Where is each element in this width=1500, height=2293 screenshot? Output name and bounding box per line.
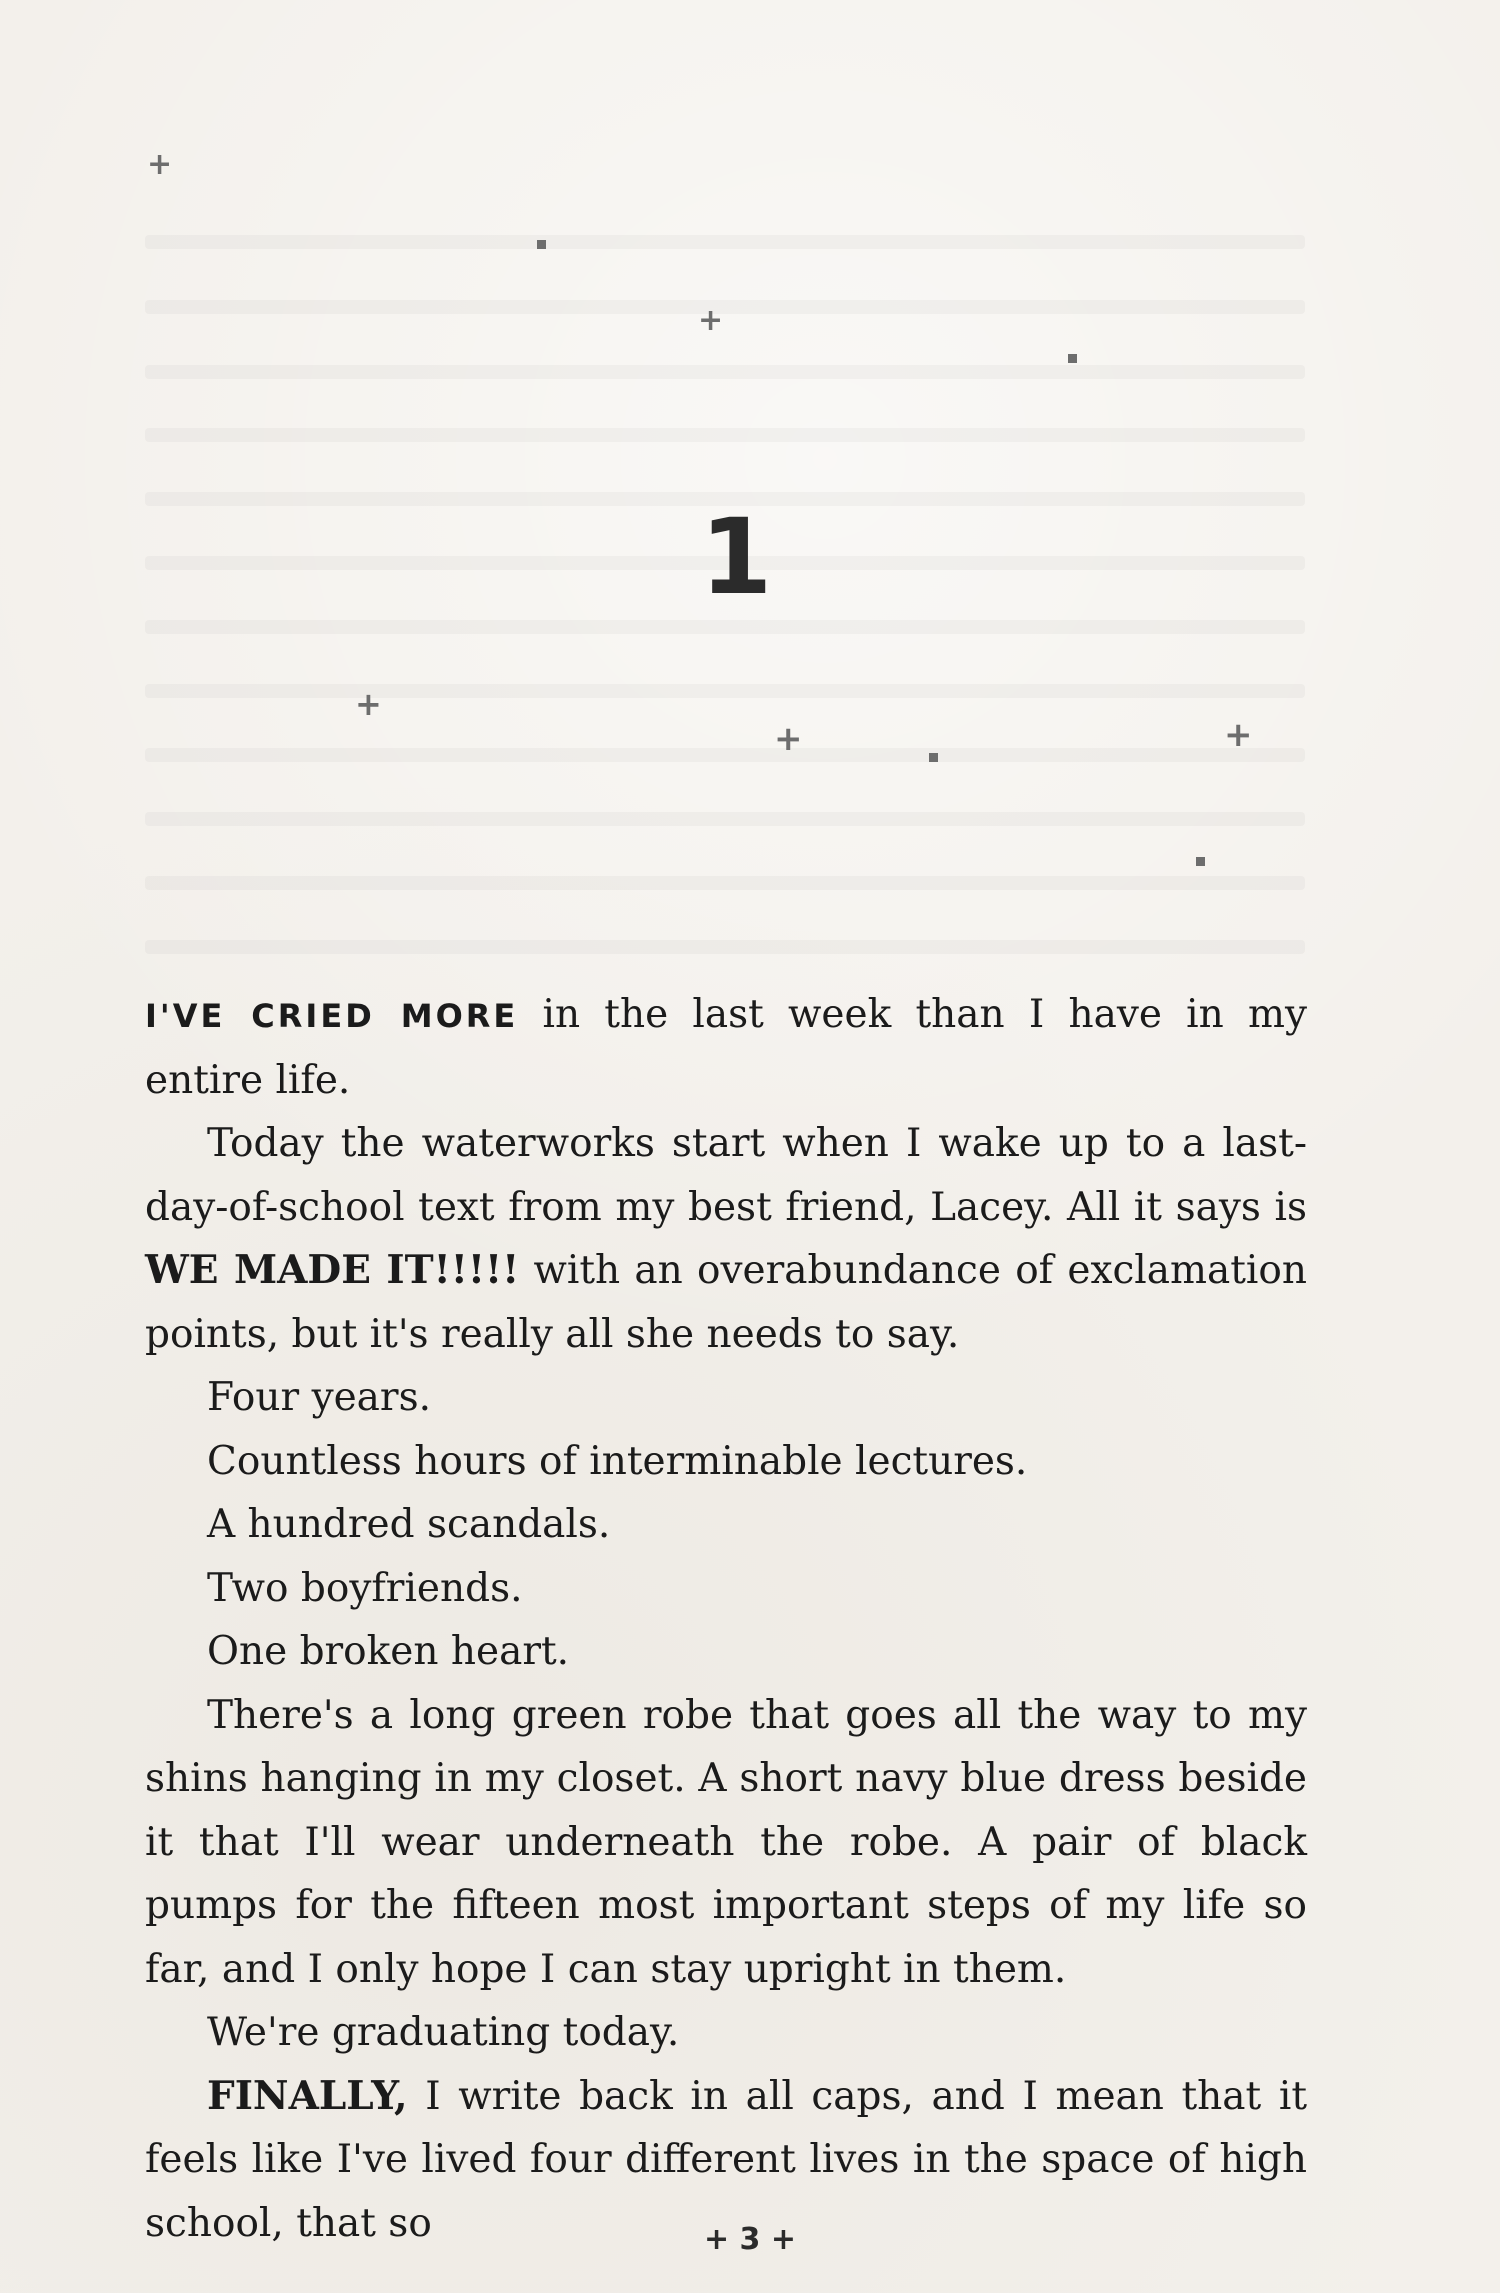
paragraph: Four years. — [207, 1375, 431, 1420]
paragraph: We're graduating today. — [207, 2010, 680, 2055]
reply-bold: FINALLY, — [207, 2072, 408, 2119]
sparkle-star-icon: + — [774, 719, 803, 759]
paragraph-text: I write back in all caps, and I mean that it feels like I've lived four different lives in the space of high school, that so — [145, 2073, 1307, 2246]
sparkle-star-icon: + — [147, 147, 173, 182]
bleed-through-line — [145, 620, 1305, 634]
paragraph: Two boyfriends. — [207, 1565, 523, 1611]
paragraph-text: with an overabundance of exclamation points, but it's really all she needs to say. — [145, 1248, 1307, 1357]
sparkle-dot-icon — [537, 240, 546, 249]
opening-text: in the last week than I have in my entire life. — [145, 992, 1307, 1103]
paragraph — [145, 1112, 1307, 1366]
paragraph-opening — [145, 983, 1307, 1112]
sparkle-star-icon: + — [698, 303, 724, 338]
sparkle-dot-icon — [1196, 857, 1205, 866]
chapter-number: 1 — [700, 496, 773, 618]
bleed-through-line — [145, 876, 1305, 890]
bleed-through-line — [145, 684, 1305, 698]
text-message-bold: WE MADE IT!!!!! — [145, 1247, 520, 1293]
sparkle-star-icon: + — [1224, 715, 1253, 755]
sparkle-dot-icon — [929, 753, 938, 762]
sparkle-star-icon: + — [355, 685, 382, 723]
paragraph: Countless hours of interminable lectures. — [207, 1438, 1028, 1484]
bleed-through-line — [145, 940, 1305, 954]
bleed-through-line — [145, 812, 1305, 826]
chapter-body — [145, 983, 1307, 2255]
bleed-through-line — [145, 235, 1305, 249]
opening-smallcaps: I'VE CRIED MORE — [145, 997, 519, 1035]
bleed-through-line — [145, 748, 1305, 762]
paragraph-text: Today the waterworks start when I wake up to a last-day-of-school text from my best friend, Lacey. All it says is — [145, 1121, 1307, 1230]
bleed-through-line — [145, 428, 1305, 442]
paragraph: There's a long green robe that goes all the way to my shins hanging in my closet. A short navy blue dress beside it that I'll wear underneath the robe. A pair of black pumps for the fifteen most important steps of my life so far, and I only hope I can stay upright in them. — [145, 1692, 1307, 1992]
page-number: + 3 + — [703, 2222, 797, 2257]
bleed-through-line — [145, 365, 1305, 379]
paragraph: One broken heart. — [207, 1629, 570, 1674]
bleed-through-line — [145, 300, 1305, 314]
paragraph: A hundred scandals. — [207, 1502, 611, 1547]
sparkle-dot-icon — [1068, 354, 1077, 363]
